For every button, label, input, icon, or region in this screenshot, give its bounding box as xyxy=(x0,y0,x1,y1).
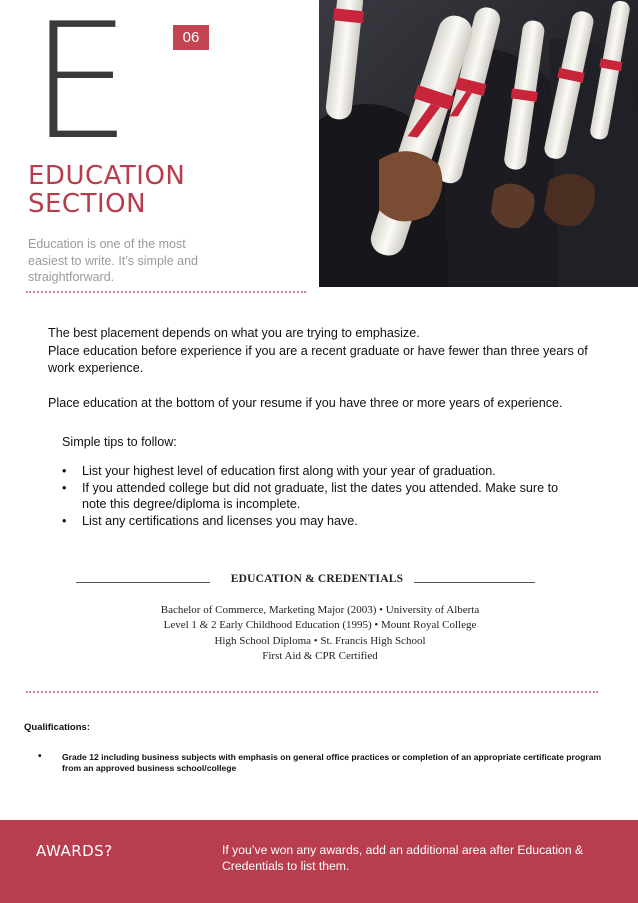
paragraph-before-experience: Place education before experience if you are a recent graduate or have fewer than three years of work experience. xyxy=(48,343,588,375)
credentials-rule-right xyxy=(414,582,535,583)
credentials-heading: EDUCATION & CREDENTIALS xyxy=(230,573,404,585)
credentials-list xyxy=(100,603,540,665)
credential-line: Level 1 & 2 Early Childhood Education (1995) • Mount Royal College xyxy=(163,619,477,632)
credential-line: Bachelor of Commerce, Marketing Major (2003) • University of Alberta xyxy=(160,604,480,616)
credential-line: First Aid & CPR Certified xyxy=(262,650,378,663)
qualifications-title: Qualifications: xyxy=(24,722,90,733)
paragraph-emphasize: The best placement depends on what you are trying to emphasize. xyxy=(48,326,420,340)
tips-list xyxy=(62,463,582,529)
graduation-photo xyxy=(319,0,638,287)
list-item: • List any certifications and licenses you may have. xyxy=(62,513,358,528)
bullet: • xyxy=(38,751,42,762)
list-item: • List your highest level of education first along with your year of graduation. xyxy=(62,464,496,478)
section-title-line-1: EDUCATION xyxy=(28,161,186,191)
decorative-initial-letter: E xyxy=(30,0,128,175)
list-item: • If you attended college but did not graduate, list the dates you attended. Make sure to note this degree/diploma is incomplete. xyxy=(62,480,559,512)
dotted-divider-middle xyxy=(26,691,598,693)
credential-line: High School Diploma • St. Francis High School xyxy=(214,634,426,647)
qualification-text: Grade 12 including business subjects with emphasis on general office practices or completion of an appropriate certificate program from an approved business school/college xyxy=(62,752,602,773)
section-intro: Education is one of the most easiest to write. It’s simple and straightforward. xyxy=(28,237,198,284)
paragraph-bottom-of-resume: Place education at the bottom of your resume if you have three or more years of experience. xyxy=(48,395,563,410)
graduation-diplomas-icon xyxy=(319,0,638,287)
awards-title: AWARDS? xyxy=(36,842,113,860)
credentials-rule-left xyxy=(76,582,210,583)
tips-intro: Simple tips to follow: xyxy=(62,435,177,449)
placement-explanation xyxy=(48,325,608,412)
awards-text: If you’ve won any awards, add an additional area after Education & Credentials to list them. xyxy=(222,843,584,873)
section-title xyxy=(28,162,288,218)
section-title-line-2: SECTION xyxy=(28,189,147,219)
dotted-divider-top xyxy=(26,291,306,293)
page-number-badge: 06 xyxy=(173,25,209,50)
